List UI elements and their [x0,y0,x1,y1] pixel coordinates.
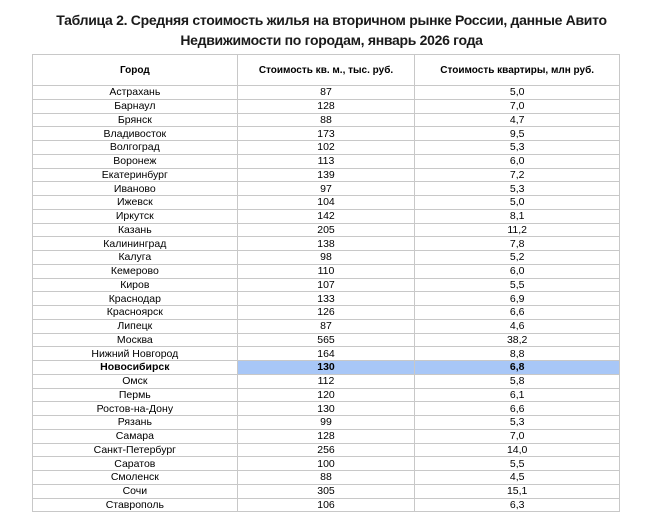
header-row [33,55,620,86]
city-cell: Липецк [33,319,238,333]
table-row [33,484,620,498]
table-row [33,402,620,416]
table-row [33,127,620,141]
sqm-price-cell: 138 [237,237,415,251]
header-sqm-price: Стоимость кв. м., тыс. руб. [237,55,415,86]
housing-price-table [32,54,620,512]
table-row [33,251,620,265]
flat-price-cell: 5,5 [415,457,620,471]
city-cell: Ижевск [33,196,238,210]
sqm-price-cell: 87 [237,319,415,333]
sqm-price-cell: 110 [237,264,415,278]
caption-line-2: Недвижимости по городам, январь 2026 года [180,32,483,48]
city-cell: Иваново [33,182,238,196]
table-row [33,319,620,333]
flat-price-cell: 6,8 [415,361,620,375]
city-cell: Саратов [33,457,238,471]
city-cell: Сочи [33,484,238,498]
flat-price-cell: 6,0 [415,264,620,278]
flat-price-cell: 5,2 [415,251,620,265]
table-body [33,86,620,512]
table-row [33,388,620,402]
table-row [33,182,620,196]
table-row [33,154,620,168]
city-cell: Ростов-на-Дону [33,402,238,416]
sqm-price-cell: 88 [237,113,415,127]
sqm-price-cell: 164 [237,347,415,361]
table-row [33,99,620,113]
city-cell: Астрахань [33,86,238,100]
flat-price-cell: 38,2 [415,333,620,347]
flat-price-cell: 5,3 [415,141,620,155]
header-flat-price: Стоимость квартиры, млн руб. [415,55,620,86]
city-cell: Кемерово [33,264,238,278]
flat-price-cell: 5,5 [415,278,620,292]
sqm-price-cell: 256 [237,443,415,457]
table-row [33,196,620,210]
flat-price-cell: 11,2 [415,223,620,237]
table-row [33,141,620,155]
table-row [33,237,620,251]
table-row [33,223,620,237]
city-cell: Киров [33,278,238,292]
table-row [33,471,620,485]
table-row [33,429,620,443]
table-row [33,374,620,388]
flat-price-cell: 6,6 [415,402,620,416]
sqm-price-cell: 97 [237,182,415,196]
flat-price-cell: 4,7 [415,113,620,127]
sqm-price-cell: 126 [237,306,415,320]
sqm-price-cell: 87 [237,86,415,100]
city-cell: Калуга [33,251,238,265]
sqm-price-cell: 106 [237,498,415,512]
flat-price-cell: 15,1 [415,484,620,498]
city-cell: Санкт-Петербург [33,443,238,457]
flat-price-cell: 8,8 [415,347,620,361]
sqm-price-cell: 120 [237,388,415,402]
city-cell: Омск [33,374,238,388]
city-cell: Смоленск [33,471,238,485]
flat-price-cell: 4,6 [415,319,620,333]
flat-price-cell: 6,0 [415,154,620,168]
caption-line-1: Таблица 2. Средняя стоимость жилья на вторичном рынке России, данные Авито [56,12,607,28]
flat-price-cell: 8,1 [415,209,620,223]
sqm-price-cell: 130 [237,361,415,375]
city-cell: Брянск [33,113,238,127]
city-cell: Ставрополь [33,498,238,512]
city-cell: Нижний Новгород [33,347,238,361]
city-cell: Москва [33,333,238,347]
sqm-price-cell: 107 [237,278,415,292]
city-cell: Казань [33,223,238,237]
city-cell: Екатеринбург [33,168,238,182]
table-row [33,168,620,182]
flat-price-cell: 5,3 [415,182,620,196]
table-row [33,278,620,292]
sqm-price-cell: 98 [237,251,415,265]
flat-price-cell: 5,0 [415,86,620,100]
table-row [33,443,620,457]
table-row [33,347,620,361]
flat-price-cell: 14,0 [415,443,620,457]
sqm-price-cell: 104 [237,196,415,210]
city-cell: Барнаул [33,99,238,113]
city-cell: Воронеж [33,154,238,168]
city-cell: Красноярск [33,306,238,320]
sqm-price-cell: 88 [237,471,415,485]
sqm-price-cell: 102 [237,141,415,155]
flat-price-cell: 6,1 [415,388,620,402]
flat-price-cell: 7,8 [415,237,620,251]
city-cell: Рязань [33,416,238,430]
flat-price-cell: 6,9 [415,292,620,306]
table-row [33,361,620,375]
table-row [33,416,620,430]
table-row [33,498,620,512]
table-row [33,457,620,471]
flat-price-cell: 5,8 [415,374,620,388]
flat-price-cell: 7,0 [415,429,620,443]
sqm-price-cell: 139 [237,168,415,182]
table-row [33,264,620,278]
sqm-price-cell: 565 [237,333,415,347]
sqm-price-cell: 205 [237,223,415,237]
header-city: Город [33,55,238,86]
city-cell: Владивосток [33,127,238,141]
city-cell: Краснодар [33,292,238,306]
table-row [33,209,620,223]
city-cell: Пермь [33,388,238,402]
flat-price-cell: 4,5 [415,471,620,485]
flat-price-cell: 6,3 [415,498,620,512]
table-caption [0,10,663,50]
table-row [33,306,620,320]
table-row [33,113,620,127]
city-cell: Самара [33,429,238,443]
sqm-price-cell: 113 [237,154,415,168]
sqm-price-cell: 128 [237,429,415,443]
flat-price-cell: 5,3 [415,416,620,430]
sqm-price-cell: 99 [237,416,415,430]
city-cell: Волгоград [33,141,238,155]
sqm-price-cell: 142 [237,209,415,223]
sqm-price-cell: 128 [237,99,415,113]
table-row [33,86,620,100]
sqm-price-cell: 100 [237,457,415,471]
city-cell: Новосибирск [33,361,238,375]
flat-price-cell: 5,0 [415,196,620,210]
city-cell: Калининград [33,237,238,251]
sqm-price-cell: 133 [237,292,415,306]
table-row [33,333,620,347]
sqm-price-cell: 112 [237,374,415,388]
flat-price-cell: 7,2 [415,168,620,182]
sqm-price-cell: 305 [237,484,415,498]
flat-price-cell: 7,0 [415,99,620,113]
flat-price-cell: 9,5 [415,127,620,141]
city-cell: Иркутск [33,209,238,223]
sqm-price-cell: 173 [237,127,415,141]
flat-price-cell: 6,6 [415,306,620,320]
table-row [33,292,620,306]
sqm-price-cell: 130 [237,402,415,416]
